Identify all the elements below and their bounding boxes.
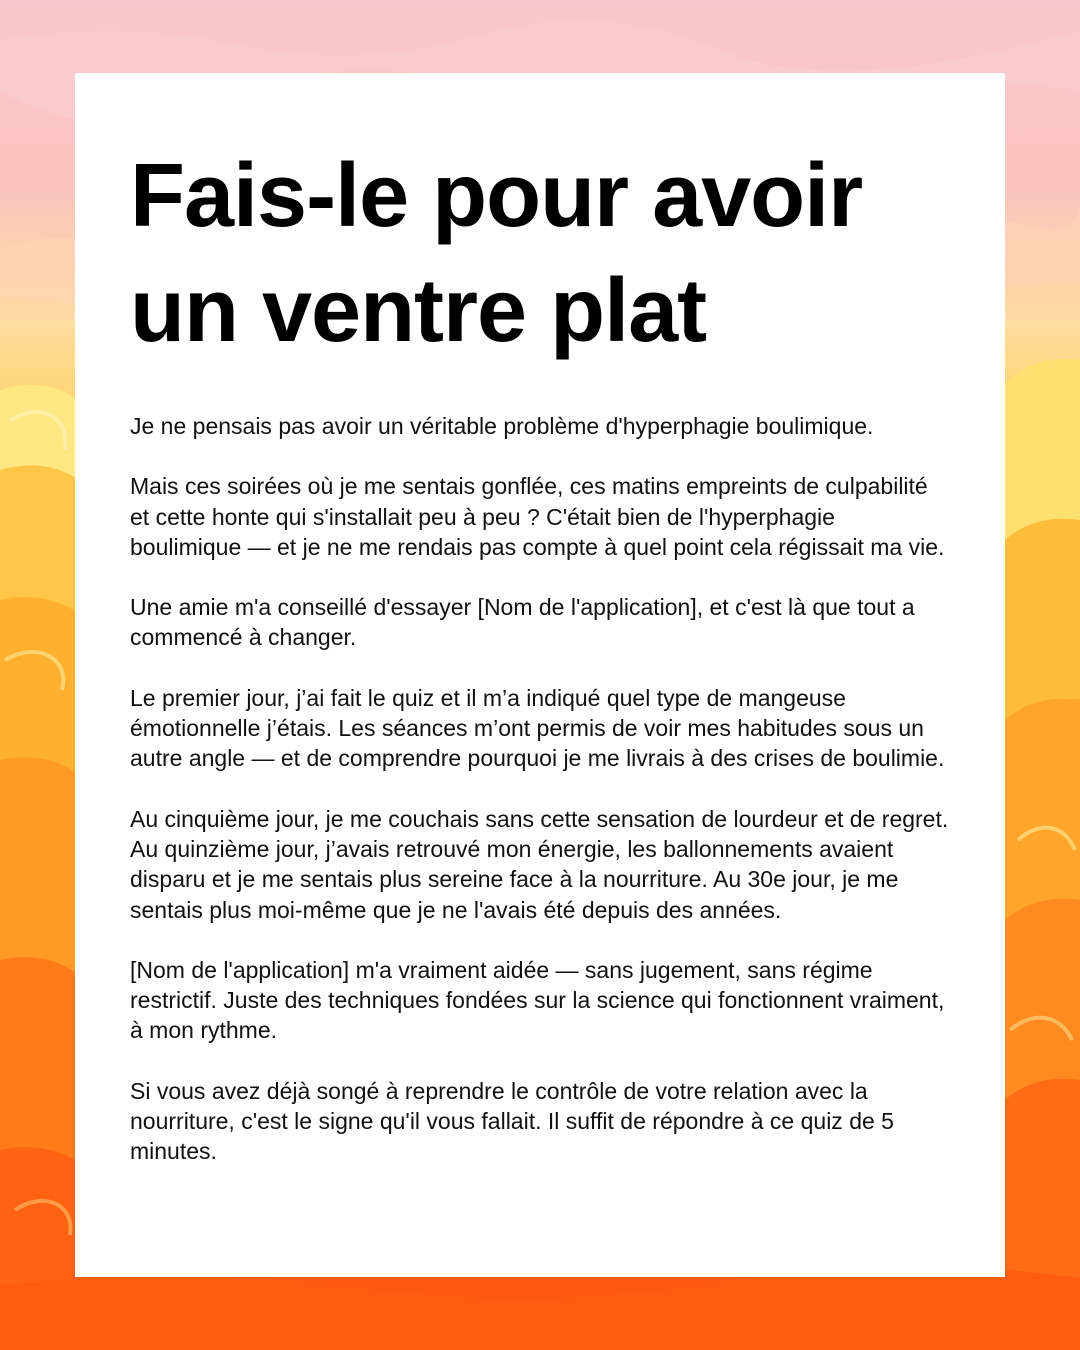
paragraph-5: Au cinquième jour, je me couchais sans cette sensation de lourdeur et de regret. Au quinzième jour, j’avais retrouvé mon énergie, les ballonnements avaient disparu et je me sentais plus sereine face à la nourriture. Au 30e jour, je me sentais plus moi-même que je ne l'avais été depuis des années. bbox=[130, 805, 949, 923]
content-card bbox=[75, 73, 1005, 1277]
body-copy bbox=[130, 411, 950, 1167]
headline: Fais-le pour avoir un ventre plat bbox=[130, 146, 863, 361]
paragraph-1: Je ne pensais pas avoir un véritable problème d'hyperphagie boulimique. bbox=[130, 413, 874, 439]
paragraph-3: Une amie m'a conseillé d'essayer [Nom de l'application], et c'est là que tout a commencé à changer. bbox=[130, 594, 915, 651]
paragraph-2: Mais ces soirées où je me sentais gonflée, ces matins empreints de culpabilité et cette honte qui s'installait peu à peu ? C'était bien de l'hyperphagie boulimique — et je ne me rendais pas compte à quel point cela régissait ma vie. bbox=[130, 473, 945, 560]
paragraph-7: Si vous avez déjà songé à reprendre le contrôle de votre relation avec la nourriture, c'est le signe qu'il vous fallait. Il suffit de répondre à ce quiz de 5 minutes. bbox=[130, 1077, 894, 1165]
paragraph-6: [Nom de l'application] m'a vraiment aidée — sans jugement, sans régime restrictif. Juste des techniques fondées sur la science qui fonctionnent vraiment, à mon rythme. bbox=[130, 956, 945, 1044]
paragraph-4: Le premier jour, j’ai fait le quiz et il m’a indiqué quel type de mangeuse émotionnelle j’étais. Les séances m’ont permis de voir mes habitudes sous un autre angle — et de comprendre pourquoi je me livrais à des crises de boulimie. bbox=[130, 684, 945, 772]
